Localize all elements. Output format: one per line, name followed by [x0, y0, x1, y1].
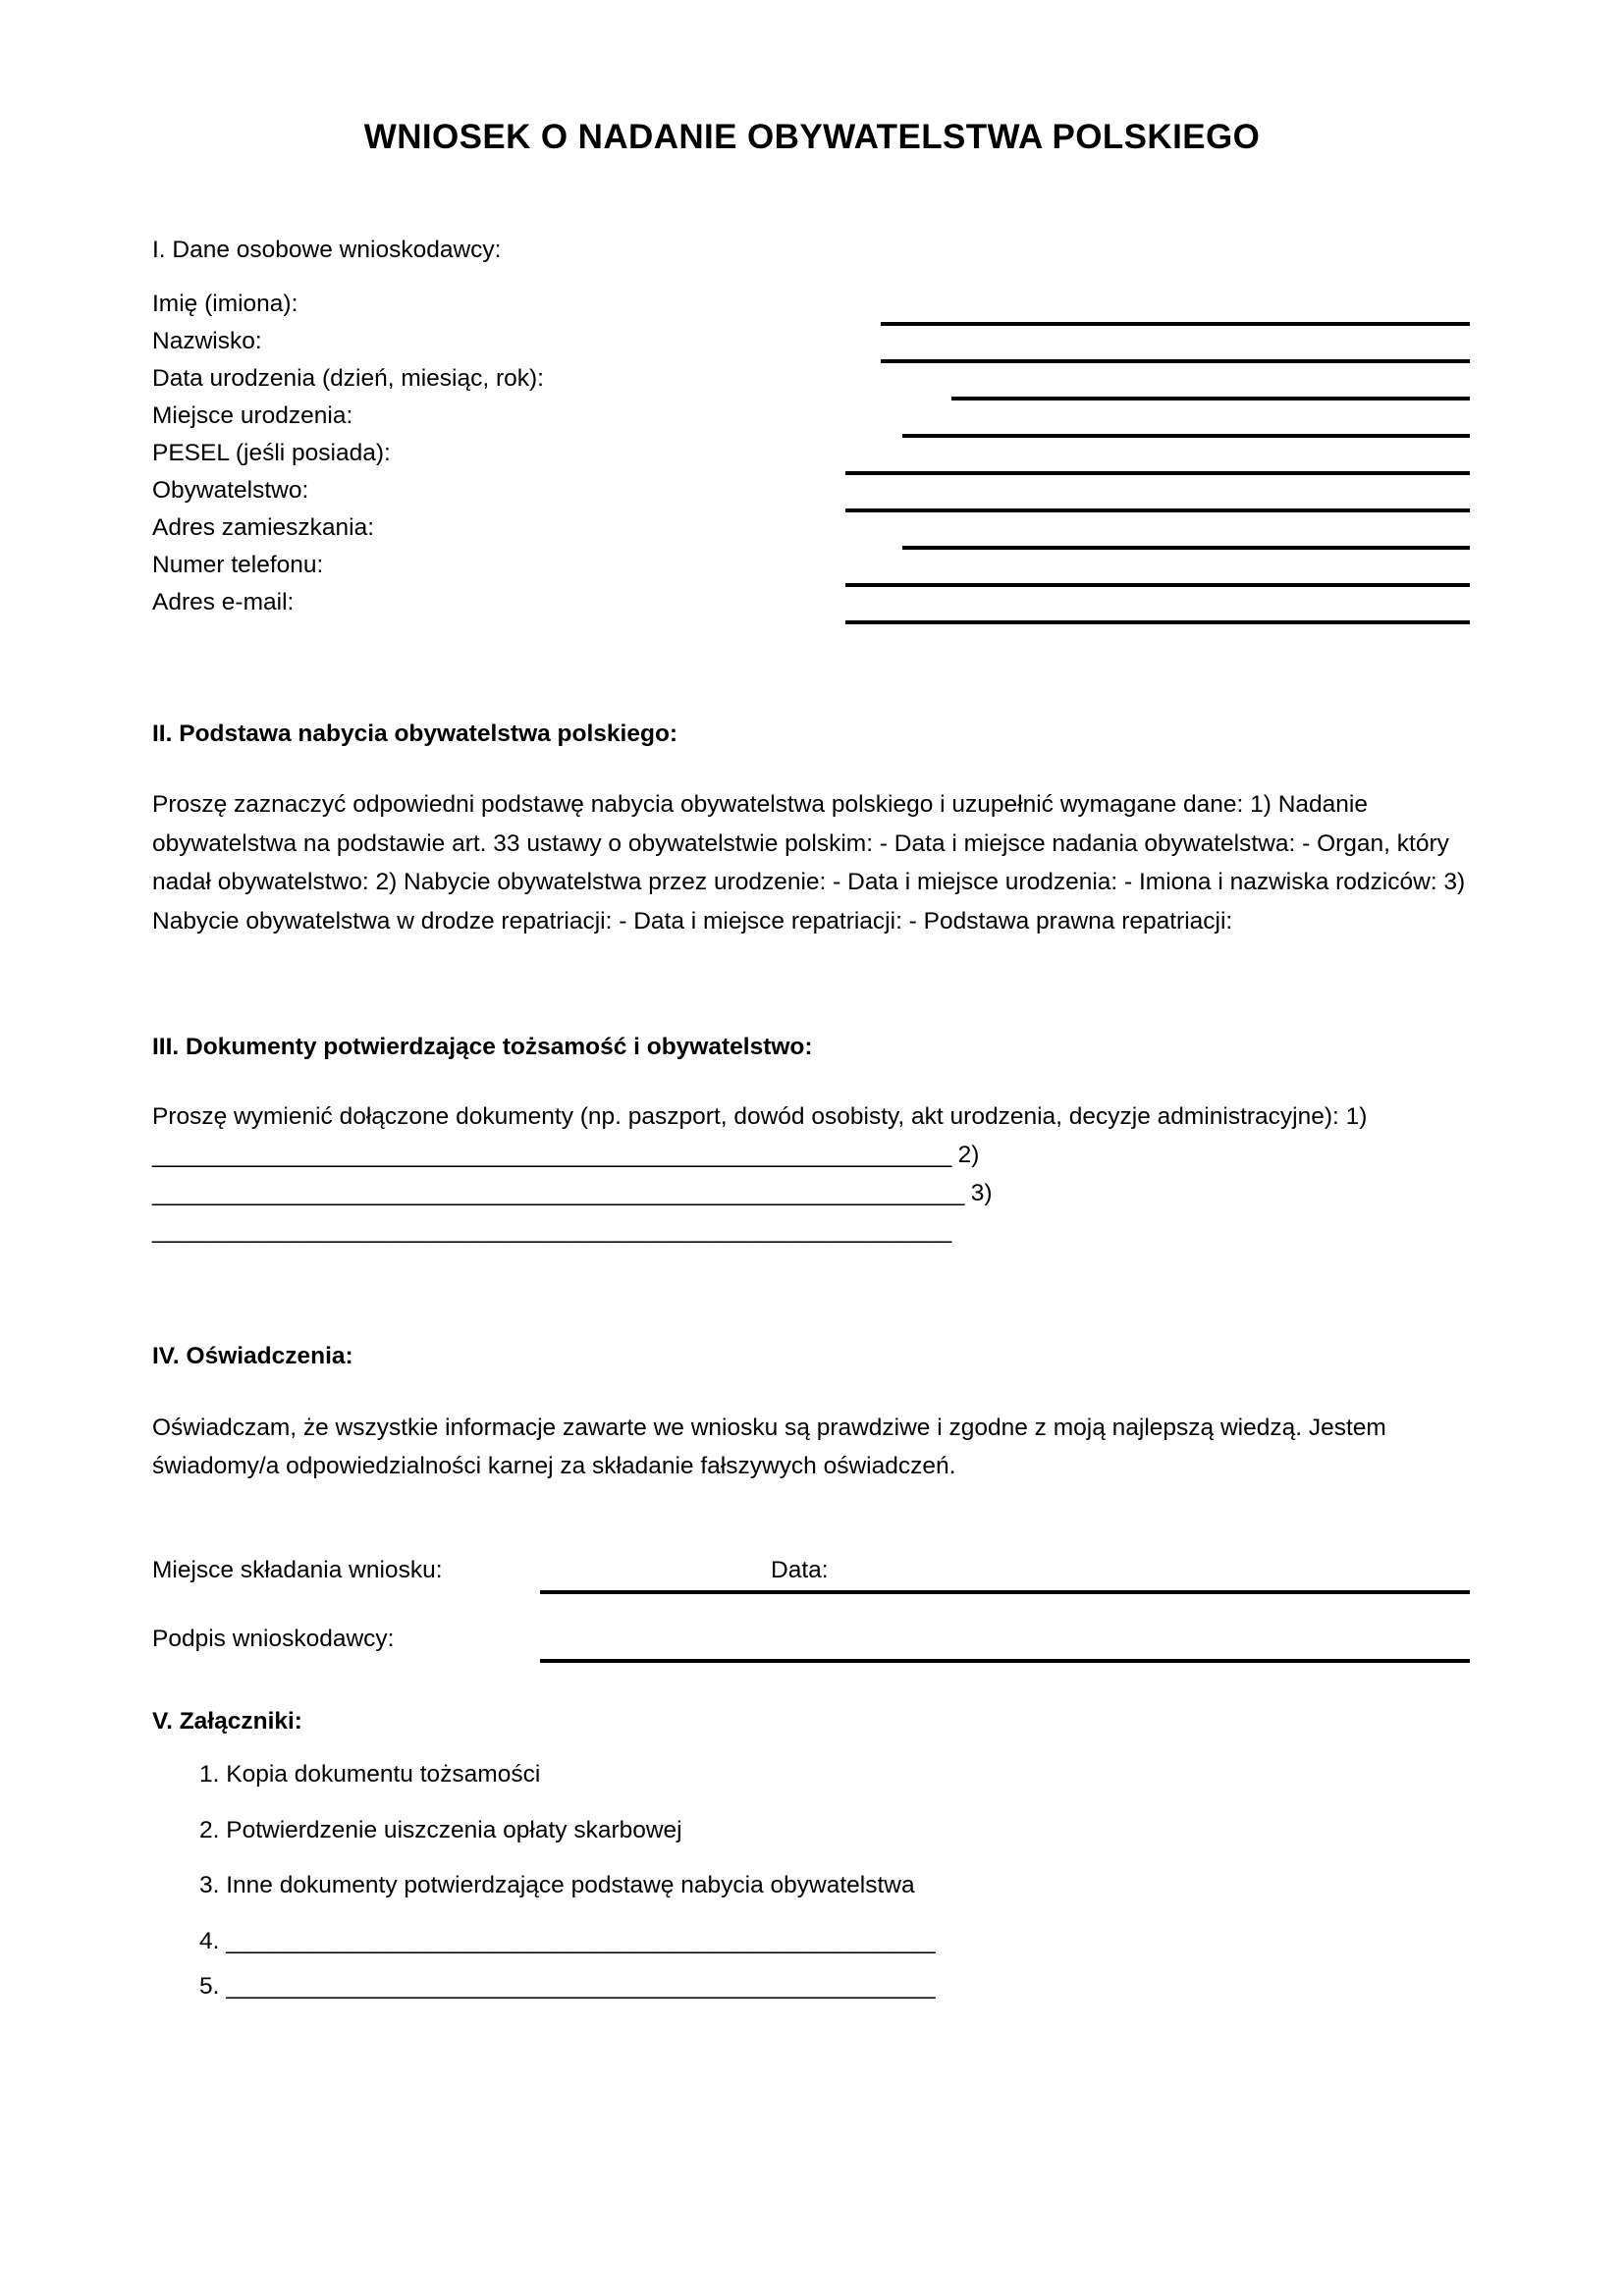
input-line-podpis[interactable]: [540, 1659, 1470, 1663]
document-label-2: 2): [950, 1141, 980, 1168]
spacer-between-signature-rows: [152, 1602, 1470, 1628]
spacer-after-signature: [152, 1671, 1470, 1710]
attachment-fill-line-4[interactable]: _______________________________________________________: [226, 1927, 936, 1954]
input-line-adres-zamieszkania[interactable]: [902, 546, 1470, 550]
section-ii-body: Proszę zaznaczyć odpowiedni podstawę nabycia obywatelstwa polskiego i uzupełnić wymagane dane: 1) Nadanie obywatelstwa na podstawie art. 33 ustawy o obywatelstwie polskim: - Data i miejsce nadania obywatelstwa: - Organ, który nadał obywatelstwo: 2) Nabycie obywatelstwa przez urodzenie: - Data i miejsce urodzenia: - Imiona i nazwiska rodziców: 3) Nabycie obywatelstwa w drodze repatriacji: - Data i miejsce repatriacji: - Podstawa prawna repatriacji:: [152, 791, 1466, 935]
document-label-3: 3): [963, 1179, 993, 1206]
input-line-pesel[interactable]: [845, 471, 1470, 475]
document-fill-line-3[interactable]: ______________________________________________________________: [152, 1217, 951, 1245]
input-line-imie[interactable]: [881, 322, 1470, 326]
list-item-blank: [152, 1975, 1470, 2000]
personal-data-fields: [152, 290, 1470, 628]
input-line-obywatelstwo[interactable]: [845, 508, 1470, 512]
section-iv-heading: IV. Oświadczenia:: [152, 1343, 353, 1370]
field-row-miejsce-urodzenia: [152, 401, 1470, 442]
spacer-after-section-ii: [152, 941, 1470, 1036]
document-fill-line-2[interactable]: _______________________________________________________________: [152, 1179, 964, 1206]
section-iii-heading: III. Dokumenty potwierdzające tożsamość i obywatelstwo:: [152, 1033, 813, 1060]
attachments-list: [152, 1763, 1470, 2000]
spacer-iii: [152, 1059, 1470, 1098]
attachment-number-4: 4.: [199, 1927, 220, 1954]
label-miejsce-urodzenia: Miejsce urodzenia:: [152, 401, 353, 429]
input-line-numer-telefonu[interactable]: [845, 583, 1470, 587]
input-line-miejsce-urodzenia[interactable]: [902, 434, 1470, 438]
input-line-miejsce-data[interactable]: [540, 1590, 1470, 1594]
section-ii-heading: II. Podstawa nabycia obywatelstwa polskiego:: [152, 720, 678, 747]
label-numer-telefonu: Numer telefonu:: [152, 551, 324, 578]
list-item: 2. Potwierdzenie uiszczenia opłaty skarbowej: [199, 1816, 682, 1843]
document-body: [152, 239, 1470, 2021]
page-title: WNIOSEK O NADANIE OBYWATELSTWA POLSKIEGO: [363, 118, 1261, 156]
field-row-adres-zamieszkania: [152, 513, 1470, 554]
section-iii-body-line1: Proszę wymienić dołączone dokumenty (np. paszport, dowód osobisty, akt urodzenia, decyzje: [152, 1103, 1151, 1131]
input-line-adres-email[interactable]: [845, 620, 1470, 624]
input-line-nazwisko[interactable]: [881, 359, 1470, 363]
input-line-data-urodzenia[interactable]: [951, 397, 1470, 400]
label-miejsce-skladania: Miejsce składania wniosku:: [152, 1556, 443, 1583]
field-row-numer-telefonu: [152, 551, 1470, 591]
list-item-blank: [152, 1927, 1470, 1954]
label-adres-email: Adres e-mail:: [152, 588, 295, 615]
section-v-heading: V. Załączniki:: [152, 1707, 302, 1735]
label-data: Data:: [771, 1556, 829, 1583]
field-row-data-urodzenia: [152, 364, 1470, 404]
spacer-before-signature: [152, 1486, 1470, 1559]
document-fill-line-1[interactable]: ______________________________________________________________: [152, 1141, 951, 1168]
label-nazwisko: Nazwisko:: [152, 327, 262, 354]
section-iii-body: [152, 1098, 1470, 1251]
spacer-ii: [152, 746, 1470, 785]
label-data-urodzenia: Data urodzenia (dzień, miesiąc, rok):: [152, 364, 544, 392]
signature-row: [152, 1625, 1470, 1671]
field-row-imie: [152, 290, 1470, 330]
field-row-obywatelstwo: [152, 476, 1470, 516]
label-obywatelstwo: Obywatelstwo:: [152, 476, 309, 504]
signature-place-row: [152, 1556, 1470, 1602]
label-pesel: PESEL (jeśli posiada):: [152, 439, 391, 466]
label-imie: Imię (imiona):: [152, 290, 298, 317]
section-iii-body-line2-prefix: administracyjne): 1): [1157, 1103, 1368, 1131]
section-i-heading: I. Dane osobowe wnioskodawcy:: [152, 237, 502, 263]
field-row-nazwisko: [152, 327, 1470, 367]
spacer-after-section-i: [152, 628, 1470, 722]
label-adres-zamieszkania: Adres zamieszkania:: [152, 513, 375, 541]
field-row-pesel: [152, 439, 1470, 479]
list-item: 1. Kopia dokumentu tożsamości: [199, 1761, 541, 1789]
field-row-adres-email: [152, 588, 1470, 628]
attachment-number-5: 5.: [199, 1973, 220, 2001]
spacer-after-section-iii: [152, 1251, 1470, 1345]
section-iv-body: Oświadczam, że wszystkie informacje zawarte we wniosku są prawdziwe i zgodne z moją najlepszą wiedzą. Jestem świadomy/a odpowiedzialności karnej za składanie fałszywych oświadczeń.: [152, 1414, 1386, 1480]
spacer-iv: [152, 1369, 1470, 1409]
list-item: 3. Inne dokumenty potwierdzające podstawę nabycia obywatelstwa: [199, 1872, 915, 1899]
label-podpis-wnioskodawcy: Podpis wnioskodawcy:: [152, 1625, 395, 1652]
attachment-fill-line-5[interactable]: _______________________________________________________: [226, 1973, 936, 2001]
